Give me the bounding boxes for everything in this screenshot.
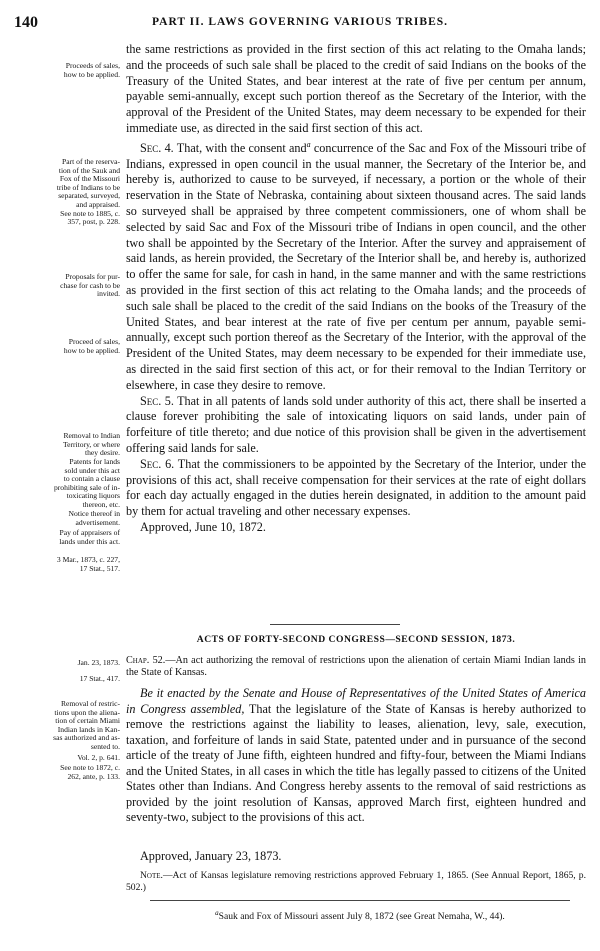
chapter-title: Chap. 52.—An act authorizing the removal of restrictions upon the alienation of certain Miami Indian lands in the State of Kansas.: [126, 655, 586, 678]
section-5: Sec. 5. That in all patents of lands sold under authority of this act, there shall be inserted a clause forever prohibiting the sale of intoxicating liquors on said lands, under pain of forfeiture of title thereto; and due notice of this provision shall be given in the advertisement offering said lands for sale.: [126, 393, 587, 455]
margin-note-citation: 3 Mar., 1873, c. 227, 17 Stat., 517.: [56, 555, 120, 573]
footnote-ref: a: [306, 139, 311, 149]
margin-note-stat: 17 Stat., 417.: [79, 674, 120, 683]
running-title: PART II. LAWS GOVERNING VARIOUS TRIBES.: [151, 16, 449, 28]
margin-note-pay: Pay of appraisers of lands under this act.: [59, 528, 120, 546]
enactment-clause: Be it enacted by the Senate and House of Representatives of the United States of America in Congress assembled, That the legislature of the State of Kansas is hereby authorized to remove the restrictions against the liability to leases, alienation, levy, sale, execution, taxation, and forfeiture of lands in said State, patented under and in pursuance of the second article of the treaty of June fifth, eighteen hundred and fifty-four, between the Miami Indians and the United States, in all cases in which the title has legally passed to citizens of the United States other than Indians. And Congress hereby assents to the removal of said restrictions as provided by the joint resolution of Kansas, approved March first, eighteen hundred and seventy-two, subject to the provisions of this act.: [126, 686, 587, 824]
page-number: 140: [14, 14, 38, 31]
section-label: Sec. 6.: [140, 456, 175, 471]
section-label: Sec. 5.: [140, 393, 174, 408]
enactment-italic: Be it enacted by the Senate and House of Representatives of the United States of America in Congress assembled,: [126, 686, 586, 716]
margin-note-proceeds-2: Proceed of sales, how to be applied.: [63, 337, 120, 355]
footnote: $^a$Sauk and Fox of Missouri assent July 8, 1872 (see Great Nemaha, W., 44).: [215, 909, 505, 923]
approved-date-1: Approved, June 10, 1872.: [140, 519, 266, 534]
page-header: [14, 14, 586, 34]
margin-note-date: Jan. 23, 1873.: [77, 658, 120, 667]
margin-note-proposals: Proposals for pur- chase for cash to be invited.: [60, 272, 120, 299]
divider: [270, 624, 400, 625]
section-4: Sec. 4. That, with the consent and$^a$ concurrence of the Sac and Fox of the Missouri tribe of Indians, expressed in open council in the usual manner, the Secretary of the Interior be, and hereby is, authorized to cause to be surveyed, if necessary, a portion or the whole of their reservation in the State of Nebraska, containing about sixteen thousand acres. The said lands so surveyed shall be appraised by three competent commissioners, one of whom shall be selected by said Sac and Fox of the Missouri tribe of Indians in open council, and the other two shall be appointed by the Secretary of the Interior. After the survey and appraisement of said lands, as herein provided, the Secretary of the Interior shall be, and hereby is, authorized to offer the same for sale, for cash in hand, in the same manner and with the same restrictions as provided in the first section of this act relating to the Omaha lands; and the proceeds of such sale shall be placed to the credit of the said Indians on the books of the Treasury of the United States, and bear interest at the rate of five per centum per annum, payable semi-annually, except such portion thereof as the Secretary of the Interior, with the approval of the President of the United States, may deem necessary to be expended for their immediate use, as directed in the said first section of this act, or for their removal to the Indian Territory or elsewhere, in case they desire to remove.: [126, 139, 587, 392]
section-6: Sec. 6. That the commissioners to be appointed by the Secretary of the Interior, under the provisions of this act, shall receive compensation for their services at the rate of eight dollars for each day actually engaged in the duties herein designated, in addition to the amount paid by them for actual traveling and other necessary expenses.: [126, 456, 586, 519]
section-label: Sec. 4.: [140, 140, 174, 155]
note-label: Note.: [140, 870, 163, 881]
margin-note-notice: Notice thereof in advertisement.: [68, 509, 120, 527]
footnote-divider: [150, 900, 570, 901]
margin-note-see-note: See note to 1872, c. 262, ante, p. 133.: [60, 763, 120, 781]
section-heading: ACTS OF FORTY-SECOND CONGRESS—SECOND SESSION, 1873.: [196, 634, 516, 645]
paragraph-continuation: the same restrictions as provided in the first section of this act relating to the Omaha lands; and the proceeds of such sale shall be placed to the credit of said Indians on the books of the Treasury of the United States, and bear interest at the rate of five per centum per annum, payable semi-annually, except such portion thereof as the Secretary of the Interior, with the approval of the President of the United States, may deem necessary to be expended for their immediate use, as directed in the said first section of this act.: [126, 42, 586, 135]
chapter-label: Chap. 52.: [126, 655, 166, 666]
margin-note-reservation-survey: Part of the reserva- tion of the Sauk and Fox of the Missouri tribe of Indians to be separated, surveyed, and appraised. See note to 1885, c. 357, post, p. 228.: [56, 157, 120, 227]
margin-note-proceeds: Proceeds of sales, how to be applied.: [63, 61, 120, 79]
margin-note-miami-removal: Removal of restric- tions upon the aliena- tion of certain Miami Indian lands in Kan- sas authorized and as- sented to.: [53, 699, 120, 751]
footnote-mark: a: [215, 909, 219, 917]
main-text: [126, 42, 586, 536]
margin-note-removal: Removal to Indian Territory, or where they desire.: [63, 431, 120, 458]
margin-note-vol: Vol. 2, p. 641.: [77, 753, 120, 762]
approved-date-2: Approved, January 23, 1873.: [140, 849, 282, 863]
note-paragraph: Note.—Act of Kansas legislature removing restrictions approved February 1, 1865. (See Annual Report, 1865, p. 502.): [126, 870, 586, 893]
margin-note-patents: Patents for lands sold under this act to contain a clause prohibiting sale of in- toxicating liquors thereon, etc.: [53, 457, 120, 509]
